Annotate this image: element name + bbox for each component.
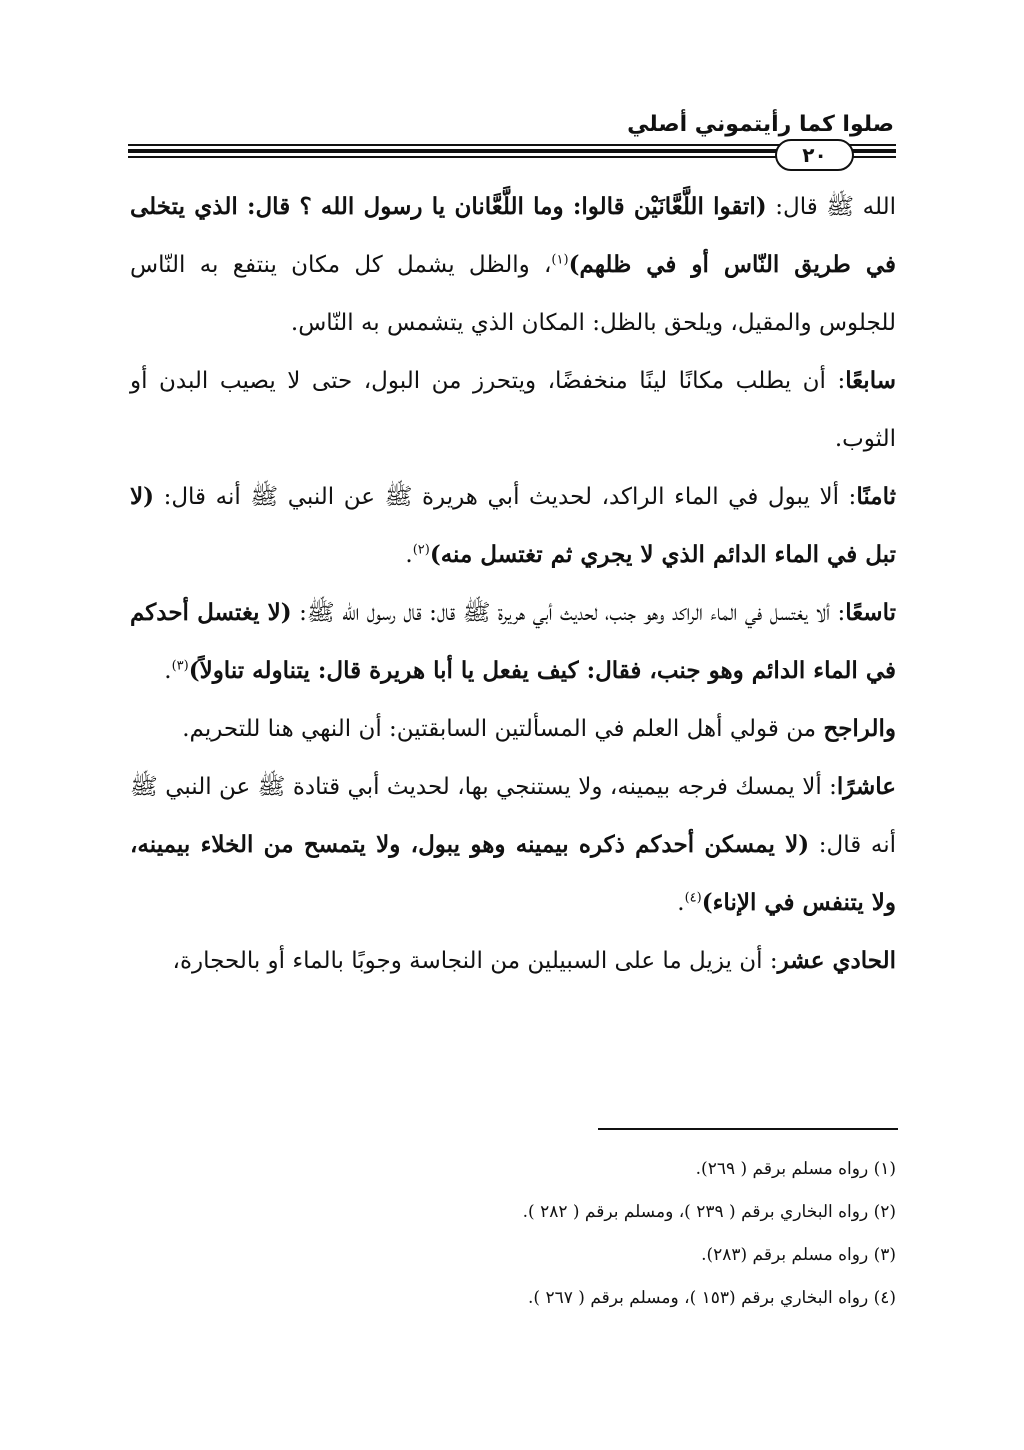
footnote-ref: (٢) — [412, 542, 430, 558]
footnote-ref: (٣) — [171, 658, 189, 674]
paragraph-p2 — [130, 352, 896, 468]
text-run: : ألا يمسك فرجه بيمينه، ولا يستنجي بها، لحديث أبي قتادة ﷺ عن النبي ﷺ أنه قال: — [130, 774, 896, 858]
book-title: صلوا كما رأيتموني أصلي — [627, 112, 894, 137]
text-run: . — [677, 890, 685, 916]
footnote-ref: (٤) — [684, 890, 702, 906]
footnote-ref: (١) — [551, 252, 569, 268]
paragraph-p7 — [130, 932, 896, 990]
paragraph-p4 — [130, 584, 896, 700]
text-run: . — [405, 542, 413, 568]
page-number: ٢٠ — [775, 139, 854, 171]
bold-text: (اتقوا اللَّعَّانَيْن قالوا: وما اللَّعَّانان يا رسول الله ؟ قال: الذي يتخلى في طريق النّاس أو في ظلهم) — [130, 193, 896, 278]
bold-text: (لا يغتسل أحدكم في الماء الدائم وهو جنب، فقال: كيف يفعل يا أبا هريرة قال: يتناوله تناولاً) — [130, 599, 896, 684]
paragraph-p3 — [130, 468, 896, 584]
bold-text: الحادي عشر — [777, 947, 896, 974]
footnote-item: (٣) رواه مسلم برقم (٢٨٣). — [701, 1245, 896, 1265]
bold-text: تاسعًا — [845, 599, 896, 626]
text-run: . — [164, 658, 172, 684]
bold-text: ثامنًا — [856, 483, 896, 510]
paragraph-p6 — [130, 758, 896, 932]
paragraph-p5 — [130, 700, 896, 758]
footnote-item: (٤) رواه البخاري برقم (١٥٣ )، ومسلم برقم ( ٢٦٧ ). — [528, 1288, 896, 1308]
footnotes — [130, 1148, 896, 1320]
bold-text: (لا تبل في الماء الدائم الذي لا يجري ثم تغتسل منه) — [130, 483, 896, 568]
text-run: : ألا يغتسل في الماء الراكد وهو جنب، لحديث أبي هريرة ﷺ قال: قال رسول الله ﷺ: — [291, 600, 846, 626]
text-run: : أن يزيل ما على السبيلين من النجاسة وجوبًا بالماء أو بالحجارة، — [172, 948, 778, 974]
paragraph-p1 — [130, 178, 896, 352]
bold-text: عاشرًا — [836, 773, 896, 800]
text-run: : ألا يبول في الماء الراكد، لحديث أبي هريرة ﷺ عن النبي ﷺ أنه قال: — [154, 484, 857, 510]
footnote-separator — [598, 1128, 898, 1130]
bold-text: والراجح — [823, 715, 896, 742]
text-run: من قولي أهل العلم في المسألتين السابقتين: أن النهي هنا للتحريم. — [182, 716, 824, 742]
text-run: ، والظل يشمل كل مكان ينتفع به النّاس للجلوس والمقيل، ويلحق بالظل: المكان الذي يتشمس به النّاس. — [130, 252, 896, 336]
text-run: : أن يطلب مكانًا لينًا منخفضًا، ويتحرز من البول، حتى لا يصيب البدن أو الثوب. — [130, 368, 896, 452]
footnote-item: (٢) رواه البخاري برقم ( ٢٣٩ )، ومسلم برقم ( ٢٨٢ ). — [522, 1202, 896, 1222]
page-body — [130, 178, 896, 990]
footnote-item: (١) رواه مسلم برقم ( ٢٦٩). — [695, 1159, 896, 1179]
bold-text: (لا يمسكن أحدكم ذكره بيمينه وهو يبول، ولا يتمسح من الخلاء بيمينه، ولا يتنفس في الإناء) — [130, 831, 896, 916]
bold-text: سابعًا — [845, 367, 896, 394]
text-run: الله ﷺ قال: — [766, 194, 896, 220]
